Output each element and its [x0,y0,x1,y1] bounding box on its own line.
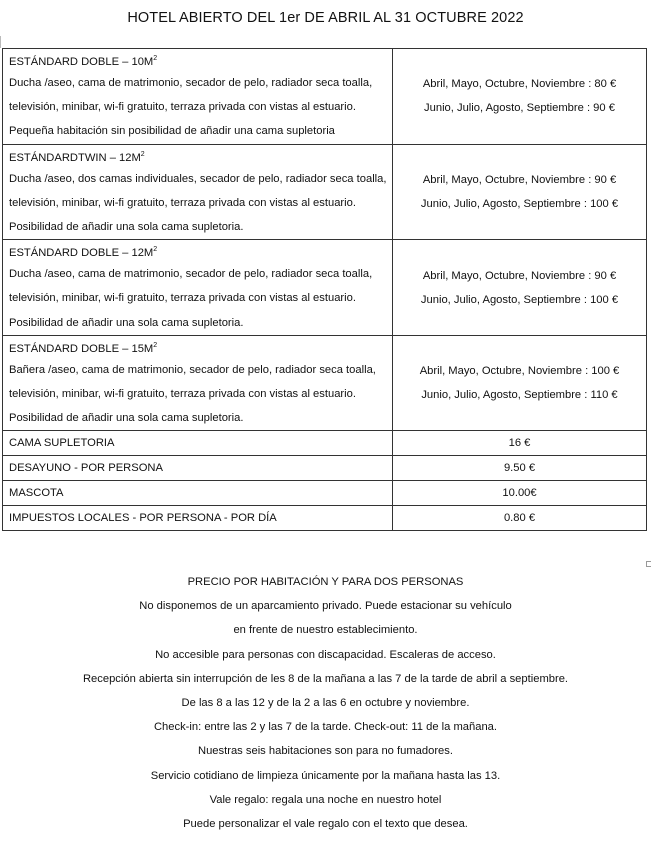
room-price-cell [393,49,647,145]
room-description: Ducha /aseo, cama de matrimonio, secador de pelo, radiador seca toalla, televisión, minibar, wi-fi gratuito, terraza privada con vistas al estuario. Posibilidad de añadir una sola cama supletoria. [9,268,373,329]
note-line: De las 8 a las 12 y de la 2 a las 6 en octubre y noviembre. [181,697,470,710]
rates-table [2,48,647,531]
corner-mark [0,36,7,48]
room-description-cell [3,335,393,431]
extra-price: 10.00€ [393,481,647,506]
note-line: Vale regalo: regala una noche en nuestro hotel [209,793,442,806]
price-high-season: Junio, Julio, Agosto, Septiembre : 90 € [424,102,615,115]
note-line: Servicio cotidiano de limpieza únicamente por la mañana hasta las 13. [150,769,501,782]
extra-label: DESAYUNO - POR PERSONA [3,456,393,481]
table-resize-handle[interactable] [646,561,651,567]
room-name: ESTÁNDARD DOBLE – $12M^2$ [9,246,158,260]
extra-row [3,431,647,456]
price-low-season: Abril, Mayo, Octubre, Noviembre : 100 € [419,365,620,378]
extra-price: 9.50 € [393,456,647,481]
price-high-season: Junio, Julio, Agosto, Septiembre : 100 € [420,197,619,210]
room-name: ESTÁNDARDTWIN – $12M^2$ [9,150,145,164]
page-title: HOTEL ABIERTO DEL 1er DE ABRIL AL 31 OCTUBRE 2022 [127,10,524,26]
price-high-season: Junio, Julio, Agosto, Septiembre : 110 € [421,389,618,402]
note-line: Nuestras seis habitaciones son para no fumadores. [198,745,453,758]
room-row [3,240,647,336]
note-line: No disponemos de un aparcamiento privado. Puede estacionar su vehículo [139,600,512,613]
room-description: Ducha /aseo, cama de matrimonio, secador de pelo, radiador seca toalla, televisión, minibar, wi-fi gratuito, terraza privada con vistas al estuario. Pequeña habitación sin posibilidad de añadir una cama supletoria [9,77,373,138]
room-row [3,144,647,240]
room-description-cell [3,144,393,240]
price-low-season: Abril, Mayo, Octubre, Noviembre : 80 € [422,78,617,91]
price-low-season: Abril, Mayo, Octubre, Noviembre : 90 € [422,173,617,186]
room-price-cell [393,335,647,431]
room-price-cell [393,144,647,240]
room-name: ESTÁNDARD DOBLE – $15M^2$ [9,341,158,355]
extra-label: CAMA SUPLETORIA [3,431,393,456]
extra-price: 16 € [393,431,647,456]
extra-label: MASCOTA [3,481,393,506]
note-line: en frente de nuestro establecimiento. [233,624,418,637]
room-row [3,335,647,431]
room-description-cell [3,240,393,336]
room-name: ESTÁNDARD DOBLE – $10M^2$ [9,55,158,68]
price-low-season: Abril, Mayo, Octubre, Noviembre : 90 € [422,269,617,282]
room-description: Ducha /aseo, dos camas individuales, secador de pelo, radiador seca toalla, televisión, minibar, wi-fi gratuito, terraza privada con vistas al estuario. Posibilidad de añadir una sola cama supletoria. [9,172,387,234]
room-description: Bañera /aseo, cama de matrimonio, secador de pelo, radiador seca toalla, televisión, minibar, wi-fi gratuito, terraza privada con vistas al estuario. Posibilidad de añadir una sola cama supletoria. [9,363,376,425]
room-row [3,49,647,145]
price-high-season: Junio, Julio, Agosto, Septiembre : 100 € [420,293,619,306]
note-line: PRECIO POR HABITACIÓN Y PARA DOS PERSONAS [187,576,464,588]
note-line: No accesible para personas con discapacidad. Escaleras de acceso. [155,648,496,661]
extra-price: 0.80 € [393,506,647,531]
room-description-cell [3,49,393,145]
notes-section [0,570,651,836]
extra-row [3,456,647,481]
note-line: Recepción abierta sin interrupción de les 8 de la mañana a las 7 de la tarde de abril a septiembre. [82,672,569,685]
note-line: Check-in: entre las 2 y las 7 de la tarde. Check-out: 11 de la mañana. [153,721,498,734]
extra-row [3,481,647,506]
room-price-cell [393,240,647,336]
extra-row [3,506,647,531]
note-line: Puede personalizar el vale regalo con el texto que desea. [183,818,468,831]
extra-label: IMPUESTOS LOCALES - POR PERSONA - POR DÍA [3,506,393,531]
